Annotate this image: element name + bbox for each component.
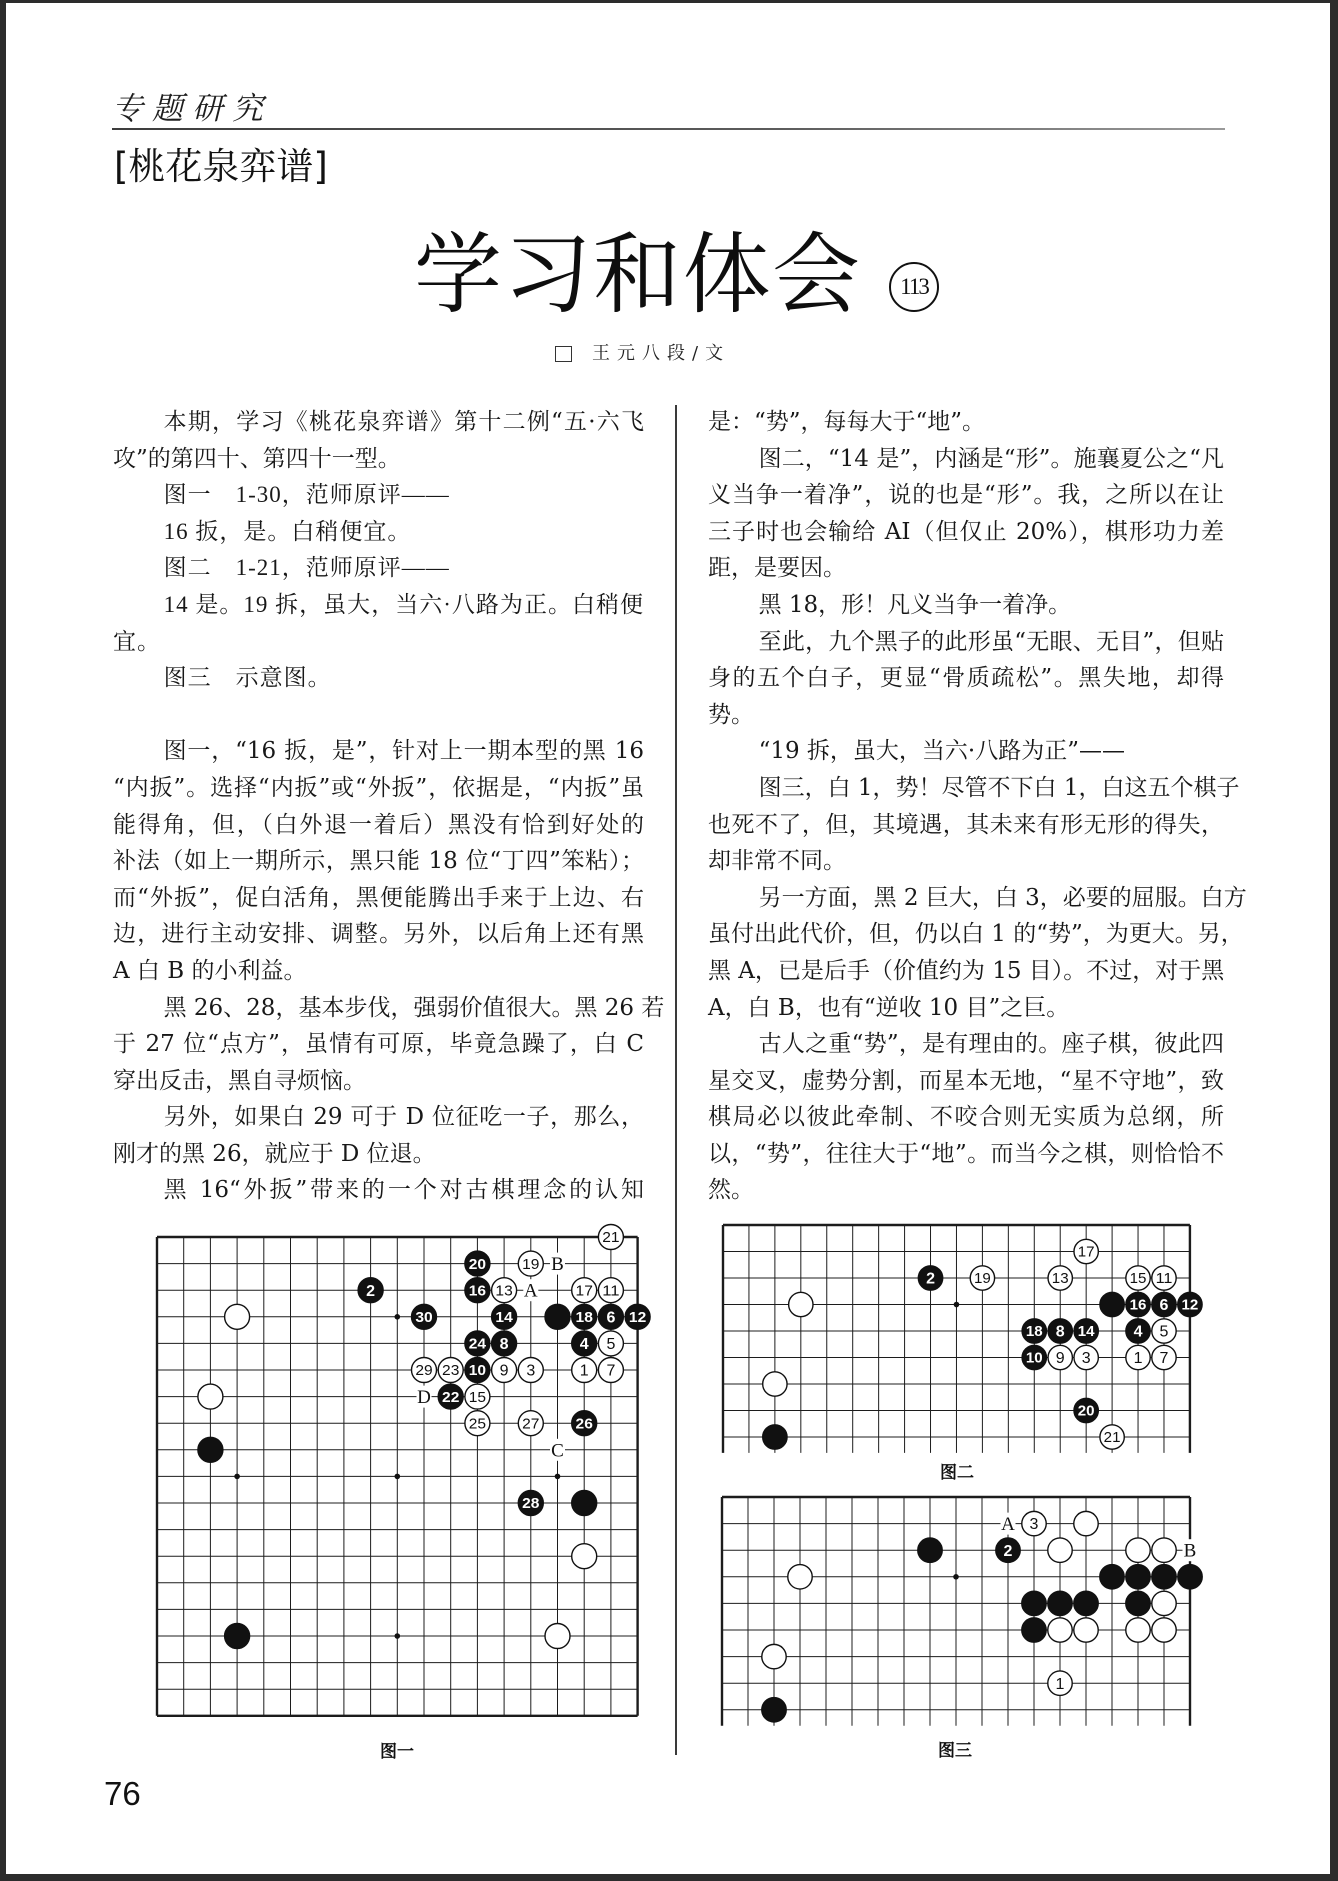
black-stone [918,1538,942,1562]
text-line: 能得角，但，（白外退一着后）黑没有恰到好处的 [113,811,644,838]
black-stone [198,1437,223,1462]
black-stone [1074,1591,1098,1615]
text-line: 补法（如上一期所示，黑只能 18 位“丁四”笨粘）； [113,848,644,875]
stone-number: 8 [499,1336,509,1353]
stone-number: 21 [602,1229,620,1247]
text-line: 也死不了，但，其境遇，其未来有形无形的得失， [708,811,1224,838]
black-stone [225,1623,250,1648]
stone-number: 1 [1055,1675,1065,1693]
text-line: 义当争一着净”，说的也是“形”。我，之所以在让 [708,482,1224,509]
section-header: 专题研究 [112,91,272,127]
stone-number: 29 [415,1362,433,1380]
text-line: 穿出反击，黑自寻烦恼。 [113,1067,366,1094]
commentary-note [113,587,644,660]
text-line: 图三，白 1，势！尽管不下白 1，白这五个棋子 [758,774,1240,801]
stone-number: 11 [602,1282,620,1300]
text-line: 三子时也会输给 AI（但仅止 20%），棋形功力差 [708,518,1224,545]
text-line: 虽付出此代价，但，仍以白 1 的“势”，为更大。另， [708,921,1244,948]
text-line: A 白 B 的小利益。 [113,957,307,984]
white-stone [1126,1538,1150,1562]
black-stone [1178,1565,1202,1589]
white-stone [762,1644,786,1668]
black-stone [1152,1565,1176,1589]
stone-number: 22 [442,1388,460,1406]
stone-number: 27 [522,1415,540,1433]
black-stone [1126,1591,1150,1615]
figure-caption: 图二 [940,1463,974,1483]
star-point [953,1574,959,1580]
stone-number: 18 [575,1309,593,1326]
paragraph [708,624,1224,734]
black-stone [1022,1591,1046,1615]
column-divider [675,405,677,1755]
text-line: 本期，学习《桃花泉弈谱》第十二例“五·六飞 [163,409,644,435]
text-line: 图二，“14 是”，内涵是“形”。施襄夏公之“凡 [758,445,1224,472]
stone-number: 16 [468,1282,487,1300]
stone-number: 2 [1003,1542,1013,1560]
star-point [395,1474,401,1480]
text-line: 星交叉，虚势分割，而星本无地，“星不守地”，致 [708,1067,1224,1094]
stone-number: 26 [575,1415,593,1433]
white-stone [225,1304,250,1329]
text-line: 以，“势”，往往大于“地”。而当今之棋，则恰恰不 [708,1140,1224,1167]
black-stone [1126,1565,1150,1589]
stone-number: 14 [1077,1323,1096,1341]
text-line: 另一方面，黑 2 巨大，白 3，必要的屈服。白方 [758,884,1247,911]
paragraph [708,441,1224,587]
right-column [708,404,1247,1209]
black-stone [545,1304,570,1329]
stone-number: 21 [1103,1429,1121,1447]
white-stone [1074,1511,1098,1535]
text-line: 而“外扳”，促白活角，黑便能腾出手来于上边、右 [113,884,644,911]
author-byline: 王元八段/文 [592,343,731,364]
text-line: 黑 16“外扳”带来的一个对古棋理念的认知 [163,1177,644,1204]
star-point [234,1474,240,1480]
black-stone [763,1425,787,1449]
stone-number: 5 [1159,1323,1169,1341]
text-line: 距，是要因。 [708,555,846,582]
text-line: 至此，九个黑子的此形虽“无眼、无目”，但贴 [758,628,1224,655]
stone-number: 15 [468,1388,487,1406]
black-stone [1022,1618,1046,1642]
stone-number: 5 [606,1336,616,1353]
text-line: 图一 1-30，范师原评—— [163,482,450,508]
stone-number: 4 [1133,1323,1143,1341]
stone-number: 3 [1081,1350,1091,1368]
stone-number: 15 [1129,1270,1147,1288]
commentary-note [113,514,644,551]
stone-number: 19 [974,1270,991,1288]
paragraph [708,1026,1224,1209]
paragraph [113,733,644,989]
stone-number: 6 [1159,1297,1169,1315]
stone-number: 3 [526,1362,536,1380]
text-line: 然。 [708,1177,754,1204]
stone-number: 6 [606,1309,616,1327]
white-stone [1048,1538,1072,1562]
stone-number: 1 [1133,1350,1143,1368]
paragraph [113,1099,644,1172]
white-stone [1152,1591,1176,1615]
text-line: 另外，如果白 29 可于 D 位征吃一子，那么， [163,1104,644,1131]
board-grid [723,1225,1190,1453]
text-line: 图三 示意图。 [163,665,332,691]
star-point [555,1474,561,1480]
white-stone [788,1565,812,1589]
stone-number: 7 [606,1362,616,1380]
text-line: 身的五个白子，更显“骨质疏松”。黑失地，却得 [708,665,1224,692]
text-line: 图一，“16 扳，是”，针对上一期本型的黑 16 [163,738,644,765]
text-line: 黑 A，已是后手（价值约为 15 目）。不过，对于黑 [708,957,1225,984]
stone-number: 13 [1051,1270,1069,1288]
paragraph [708,404,1224,441]
stone-number: 28 [522,1495,540,1513]
commentary-note [113,477,644,514]
text-line: 攻”的第四十、第四十一型。 [113,445,401,472]
text-line: “内扳”。选择“内扳”或“外扳”，依据是，“内扳”虽 [113,774,644,801]
stone-number: 8 [1055,1323,1065,1341]
commentary-note [113,550,644,587]
text-line: 刚才的黑 26，就应于 D 位退。 [113,1140,436,1167]
white-stone [572,1544,597,1569]
board-grid [722,1497,1190,1726]
star-point [395,1633,401,1639]
text-line: 图二 1-21，范师原评—— [163,555,450,581]
go-board-figure-3 [705,1478,1215,1748]
figure-caption: 图一 [380,1742,414,1762]
stone-number: 1 [579,1362,589,1380]
article-title: 学习和体会 [414,223,862,326]
series-title: [桃花泉弈谱] [114,145,328,188]
page-number: 76 [104,1775,141,1812]
white-stone [1152,1538,1176,1562]
issue-number-badge: 113 [889,262,939,312]
stone-number: 12 [628,1309,647,1326]
stone-number: 30 [415,1309,433,1326]
stone-number: 23 [442,1362,460,1380]
body-group [113,733,665,1209]
black-stone [1100,1292,1124,1316]
white-stone [545,1623,570,1648]
white-stone [763,1372,787,1396]
text-line: 棋局必以彼此牵制、不咬合则无实质为总纲，所 [708,1104,1224,1131]
white-stone [1152,1618,1176,1642]
text-line: 14 是。19 拆，虽大，当六·八路为正。白稍便 [163,591,644,617]
text-line: 古人之重“势”，是有理由的。座子棋，彼此四 [758,1031,1224,1058]
stone-number: 24 [468,1335,487,1353]
white-stone [1074,1618,1098,1642]
stone-number: 3 [1029,1516,1039,1534]
black-stone [762,1698,786,1722]
text-line: 黑 18，形！凡义当争一着净。 [758,591,1072,618]
stone-number: 13 [495,1282,513,1300]
text-line: 黑 26、28，基本步伐，强弱价值很大。黑 26 若 [163,994,665,1021]
text-line: 边，进行主动安排、调整。另外，以后角上还有黑 [113,921,644,948]
text-line: 于 27 位“点方”，虽情有可原，毕竟急躁了，白 C [113,1031,644,1058]
white-stone [1048,1618,1072,1642]
paragraph [113,990,665,1100]
star-point [954,1302,960,1308]
text-line: 势。 [708,701,754,728]
star-point [395,1314,401,1320]
stone-number: 9 [499,1362,509,1380]
body-group [708,404,1247,1209]
stone-number: 2 [366,1282,376,1300]
stone-number: 17 [575,1282,593,1300]
stone-number: 2 [926,1270,935,1288]
black-stone [1048,1591,1072,1615]
paragraph [708,587,1224,624]
left-column [113,404,665,1209]
stone-number: 20 [1077,1402,1095,1420]
text-line: 却非常不同。 [708,848,846,875]
black-stone [1100,1565,1124,1589]
stone-number: 20 [468,1255,487,1273]
stone-number: 19 [522,1255,540,1273]
stone-number: 16 [1129,1296,1147,1314]
stone-number: 4 [579,1336,589,1353]
paragraph [708,770,1240,880]
stone-number: 12 [1181,1296,1199,1314]
header-rule [112,128,1225,130]
text-line: 宜。 [113,628,161,654]
white-stone [789,1292,813,1316]
paragraph [708,880,1247,1026]
paragraph [708,733,1224,770]
board-label: B [1183,1540,1197,1562]
go-board-figure-1 [140,1215,660,1735]
stone-number: 11 [1155,1270,1173,1288]
stone-number: 25 [468,1415,487,1433]
white-stone [1126,1618,1150,1642]
black-stone [572,1490,597,1515]
board-label: A [523,1280,538,1302]
intro-group [113,404,644,697]
go-board-figure-2 [705,1205,1215,1475]
stone-number: 9 [1055,1350,1065,1368]
stone-number: 18 [1025,1323,1043,1341]
author-box-icon [555,346,572,362]
board-label: C [551,1440,564,1462]
text-line: A，白 B，也有“逆收 10 目”之巨。 [708,994,1070,1021]
commentary-note [113,660,644,697]
figure-caption: 图三 [938,1741,972,1761]
text-line: “19 拆，虽大，当六·八路为正”—— [758,738,1125,765]
text-line: 16 扳，是。白稍便宜。 [163,518,412,544]
board-label: A [1001,1514,1015,1536]
text-line: 是：“势”，每每大于“地”。 [708,409,986,435]
stone-number: 10 [1025,1349,1043,1367]
stone-number: 10 [468,1362,487,1380]
white-stone [198,1384,223,1409]
stone-number: 14 [495,1309,514,1326]
paragraph [113,404,644,477]
stone-number: 7 [1159,1350,1169,1368]
board-label: D [417,1387,431,1409]
paragraph [113,1172,644,1209]
board-label: B [551,1254,564,1276]
stone-number: 17 [1077,1243,1095,1261]
